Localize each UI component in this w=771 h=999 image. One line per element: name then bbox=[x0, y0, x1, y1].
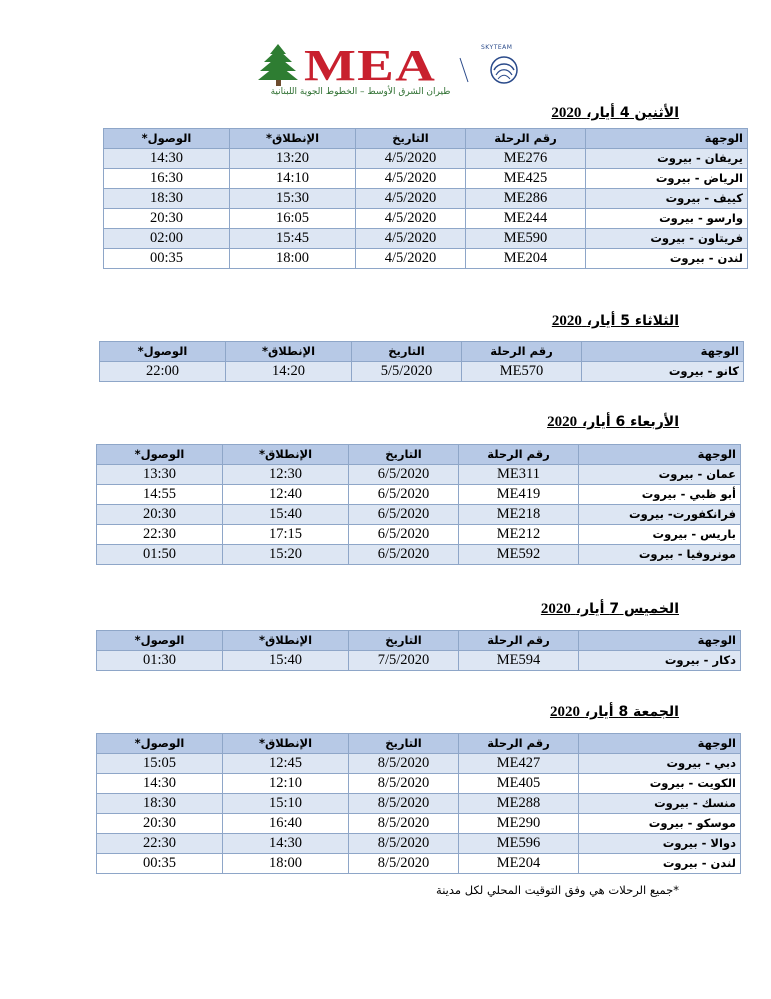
cell-date: 4/5/2020 bbox=[356, 169, 466, 189]
cell-departure: 17:15 bbox=[223, 525, 349, 545]
cell-flight: ME218 bbox=[459, 505, 579, 525]
cell-departure: 12:30 bbox=[223, 465, 349, 485]
day-heading-friday bbox=[550, 704, 679, 721]
day-heading-thursday bbox=[541, 601, 679, 618]
table-row bbox=[97, 774, 741, 794]
mea-logo bbox=[258, 40, 520, 104]
cell-destination: أبو ظبي - بيروت bbox=[579, 485, 741, 505]
cell-date: 7/5/2020 bbox=[349, 651, 459, 671]
cell-destination: عمان - بيروت bbox=[579, 465, 741, 485]
day-title: الجمعة 8 أيار، bbox=[584, 704, 679, 720]
cell-destination: دبي - بيروت bbox=[579, 754, 741, 774]
header-departure: الإنطلاق* bbox=[223, 734, 349, 754]
cell-departure: 14:30 bbox=[223, 834, 349, 854]
table-row bbox=[104, 149, 748, 169]
header-arrival: الوصول* bbox=[97, 734, 223, 754]
cell-flight: ME204 bbox=[459, 854, 579, 874]
cell-destination: كانو - بيروت bbox=[582, 362, 744, 382]
cell-arrival: 13:30 bbox=[97, 465, 223, 485]
skyteam-icon bbox=[491, 57, 517, 83]
cell-date: 8/5/2020 bbox=[349, 754, 459, 774]
header-departure: الإنطلاق* bbox=[223, 445, 349, 465]
schedule-table-wednesday bbox=[96, 444, 741, 565]
cell-arrival: 14:30 bbox=[97, 774, 223, 794]
header-departure: الإنطلاق* bbox=[226, 342, 352, 362]
header-date: التاريخ bbox=[349, 631, 459, 651]
table-row bbox=[97, 485, 741, 505]
day-title: الأثنين 4 أيار، bbox=[586, 105, 679, 121]
table-row bbox=[104, 169, 748, 189]
table-row bbox=[100, 362, 744, 382]
cell-flight: ME425 bbox=[466, 169, 586, 189]
header-date: التاريخ bbox=[349, 445, 459, 465]
cell-destination: وارسو - بيروت bbox=[586, 209, 748, 229]
header-date: التاريخ bbox=[356, 129, 466, 149]
cell-flight: ME204 bbox=[466, 249, 586, 269]
cell-destination: دكار - بيروت bbox=[579, 651, 741, 671]
cell-flight: ME311 bbox=[459, 465, 579, 485]
cell-flight: ME419 bbox=[459, 485, 579, 505]
schedule-table-tuesday bbox=[99, 341, 744, 382]
cell-arrival: 18:30 bbox=[104, 189, 230, 209]
cell-destination: باريس - بيروت bbox=[579, 525, 741, 545]
table-row bbox=[104, 229, 748, 249]
cell-departure: 14:10 bbox=[230, 169, 356, 189]
cell-flight: ME286 bbox=[466, 189, 586, 209]
cell-departure: 15:30 bbox=[230, 189, 356, 209]
table-row bbox=[97, 854, 741, 874]
cell-arrival: 20:30 bbox=[97, 505, 223, 525]
cell-date: 4/5/2020 bbox=[356, 149, 466, 169]
cell-arrival: 01:50 bbox=[97, 545, 223, 565]
cell-arrival: 16:30 bbox=[104, 169, 230, 189]
header-destination: الوجهة bbox=[579, 631, 741, 651]
header-flight: رقم الرحلة bbox=[466, 129, 586, 149]
table-header-row bbox=[100, 342, 744, 362]
cell-destination: لندن - بيروت bbox=[579, 854, 741, 874]
cell-destination: الكويت - بيروت bbox=[579, 774, 741, 794]
cell-destination: موسكو - بيروت bbox=[579, 814, 741, 834]
table-row bbox=[97, 814, 741, 834]
cell-flight: ME594 bbox=[459, 651, 579, 671]
cell-flight: ME596 bbox=[459, 834, 579, 854]
cell-departure: 16:40 bbox=[223, 814, 349, 834]
cell-departure: 15:10 bbox=[223, 794, 349, 814]
cell-flight: ME427 bbox=[459, 754, 579, 774]
cell-date: 8/5/2020 bbox=[349, 814, 459, 834]
header-destination: الوجهة bbox=[579, 445, 741, 465]
cell-departure: 15:40 bbox=[223, 651, 349, 671]
cell-date: 4/5/2020 bbox=[356, 249, 466, 269]
schedule-table-monday bbox=[103, 128, 748, 269]
footnote-local-time: *جميع الرحلات هي وفق التوقيت المحلي لكل مدينة bbox=[436, 883, 679, 897]
cell-date: 8/5/2020 bbox=[349, 854, 459, 874]
cell-destination: دوالا - بيروت bbox=[579, 834, 741, 854]
cell-flight: ME212 bbox=[459, 525, 579, 545]
header-arrival: الوصول* bbox=[97, 631, 223, 651]
table-header-row bbox=[97, 734, 741, 754]
cell-destination: فرانكفورت- بيروت bbox=[579, 505, 741, 525]
cell-arrival: 20:30 bbox=[97, 814, 223, 834]
header-destination: الوجهة bbox=[586, 129, 748, 149]
table-row bbox=[104, 209, 748, 229]
cell-flight: ME570 bbox=[462, 362, 582, 382]
cell-flight: ME592 bbox=[459, 545, 579, 565]
cell-arrival: 14:55 bbox=[97, 485, 223, 505]
cell-arrival: 22:00 bbox=[100, 362, 226, 382]
header-flight: رقم الرحلة bbox=[459, 734, 579, 754]
cell-departure: 12:45 bbox=[223, 754, 349, 774]
day-year: 2020 bbox=[547, 414, 578, 430]
cell-destination: مونروفيا - بيروت bbox=[579, 545, 741, 565]
cell-departure: 14:20 bbox=[226, 362, 352, 382]
cell-departure: 12:40 bbox=[223, 485, 349, 505]
cell-date: 6/5/2020 bbox=[349, 525, 459, 545]
table-row bbox=[97, 505, 741, 525]
cell-departure: 12:10 bbox=[223, 774, 349, 794]
day-title: الثلاثاء 5 أيار، bbox=[586, 313, 679, 329]
day-year: 2020 bbox=[551, 313, 582, 329]
cell-arrival: 20:30 bbox=[104, 209, 230, 229]
cell-flight: ME288 bbox=[459, 794, 579, 814]
cell-date: 4/5/2020 bbox=[356, 209, 466, 229]
cell-flight: ME276 bbox=[466, 149, 586, 169]
cell-arrival: 14:30 bbox=[104, 149, 230, 169]
day-heading-wednesday bbox=[547, 414, 679, 431]
cell-date: 6/5/2020 bbox=[349, 465, 459, 485]
cell-date: 5/5/2020 bbox=[352, 362, 462, 382]
cell-arrival: 22:30 bbox=[97, 834, 223, 854]
cell-flight: ME290 bbox=[459, 814, 579, 834]
table-row bbox=[97, 794, 741, 814]
header-flight: رقم الرحلة bbox=[462, 342, 582, 362]
day-year: 2020 bbox=[540, 601, 571, 617]
cell-destination: منسك - بيروت bbox=[579, 794, 741, 814]
cell-arrival: 15:05 bbox=[97, 754, 223, 774]
cell-arrival: 00:35 bbox=[97, 854, 223, 874]
table-row bbox=[97, 525, 741, 545]
header-date: التاريخ bbox=[349, 734, 459, 754]
day-title: الأربعاء 6 أيار، bbox=[581, 414, 679, 430]
cell-departure: 13:20 bbox=[230, 149, 356, 169]
day-heading-tuesday bbox=[552, 313, 679, 330]
cell-arrival: 02:00 bbox=[104, 229, 230, 249]
header-flight: رقم الرحلة bbox=[459, 445, 579, 465]
table-header-row bbox=[97, 631, 741, 651]
cell-arrival: 00:35 bbox=[104, 249, 230, 269]
cell-destination: كييف - بيروت bbox=[586, 189, 748, 209]
schedule-table-friday bbox=[96, 733, 741, 874]
header-departure: الإنطلاق* bbox=[230, 129, 356, 149]
header-departure: الإنطلاق* bbox=[223, 631, 349, 651]
table-row bbox=[97, 834, 741, 854]
cell-flight: ME590 bbox=[466, 229, 586, 249]
skyteam-label: SKYTEAM bbox=[481, 44, 513, 51]
header-arrival: الوصول* bbox=[100, 342, 226, 362]
table-row bbox=[104, 249, 748, 269]
cell-date: 6/5/2020 bbox=[349, 485, 459, 505]
cell-date: 6/5/2020 bbox=[349, 505, 459, 525]
cell-departure: 18:00 bbox=[223, 854, 349, 874]
header-destination: الوجهة bbox=[582, 342, 744, 362]
cell-departure: 15:40 bbox=[223, 505, 349, 525]
mea-wordmark: MEA bbox=[304, 41, 437, 90]
cell-date: 6/5/2020 bbox=[349, 545, 459, 565]
cell-flight: ME244 bbox=[466, 209, 586, 229]
table-header-row bbox=[104, 129, 748, 149]
table-row bbox=[104, 189, 748, 209]
cell-departure: 16:05 bbox=[230, 209, 356, 229]
day-title: الخميس 7 أيار، bbox=[575, 601, 679, 617]
cell-flight: ME405 bbox=[459, 774, 579, 794]
header-arrival: الوصول* bbox=[104, 129, 230, 149]
table-row bbox=[97, 754, 741, 774]
cell-departure: 15:20 bbox=[223, 545, 349, 565]
cell-arrival: 01:30 bbox=[97, 651, 223, 671]
logo-arabic-tagline: طيران الشرق الأوسط – الخطوط الجوية اللبنانية bbox=[270, 87, 451, 97]
cell-destination: الرياض - بيروت bbox=[586, 169, 748, 189]
cell-date: 8/5/2020 bbox=[349, 794, 459, 814]
cell-date: 4/5/2020 bbox=[356, 189, 466, 209]
day-year: 2020 bbox=[549, 704, 580, 720]
header-destination: الوجهة bbox=[579, 734, 741, 754]
header-arrival: الوصول* bbox=[97, 445, 223, 465]
table-row bbox=[97, 465, 741, 485]
schedule-table-thursday bbox=[96, 630, 741, 671]
table-row bbox=[97, 651, 741, 671]
cell-departure: 15:45 bbox=[230, 229, 356, 249]
cell-arrival: 22:30 bbox=[97, 525, 223, 545]
cell-date: 8/5/2020 bbox=[349, 774, 459, 794]
cell-departure: 18:00 bbox=[230, 249, 356, 269]
header-flight: رقم الرحلة bbox=[459, 631, 579, 651]
cell-arrival: 18:30 bbox=[97, 794, 223, 814]
cell-destination: يريفان - بيروت bbox=[586, 149, 748, 169]
day-heading-monday bbox=[551, 105, 679, 122]
cell-destination: فريتاون - بيروت bbox=[586, 229, 748, 249]
cell-destination: لندن - بيروت bbox=[586, 249, 748, 269]
table-header-row bbox=[97, 445, 741, 465]
header-date: التاريخ bbox=[352, 342, 462, 362]
table-row bbox=[97, 545, 741, 565]
day-year: 2020 bbox=[551, 105, 582, 121]
cell-date: 8/5/2020 bbox=[349, 834, 459, 854]
cell-date: 4/5/2020 bbox=[356, 229, 466, 249]
